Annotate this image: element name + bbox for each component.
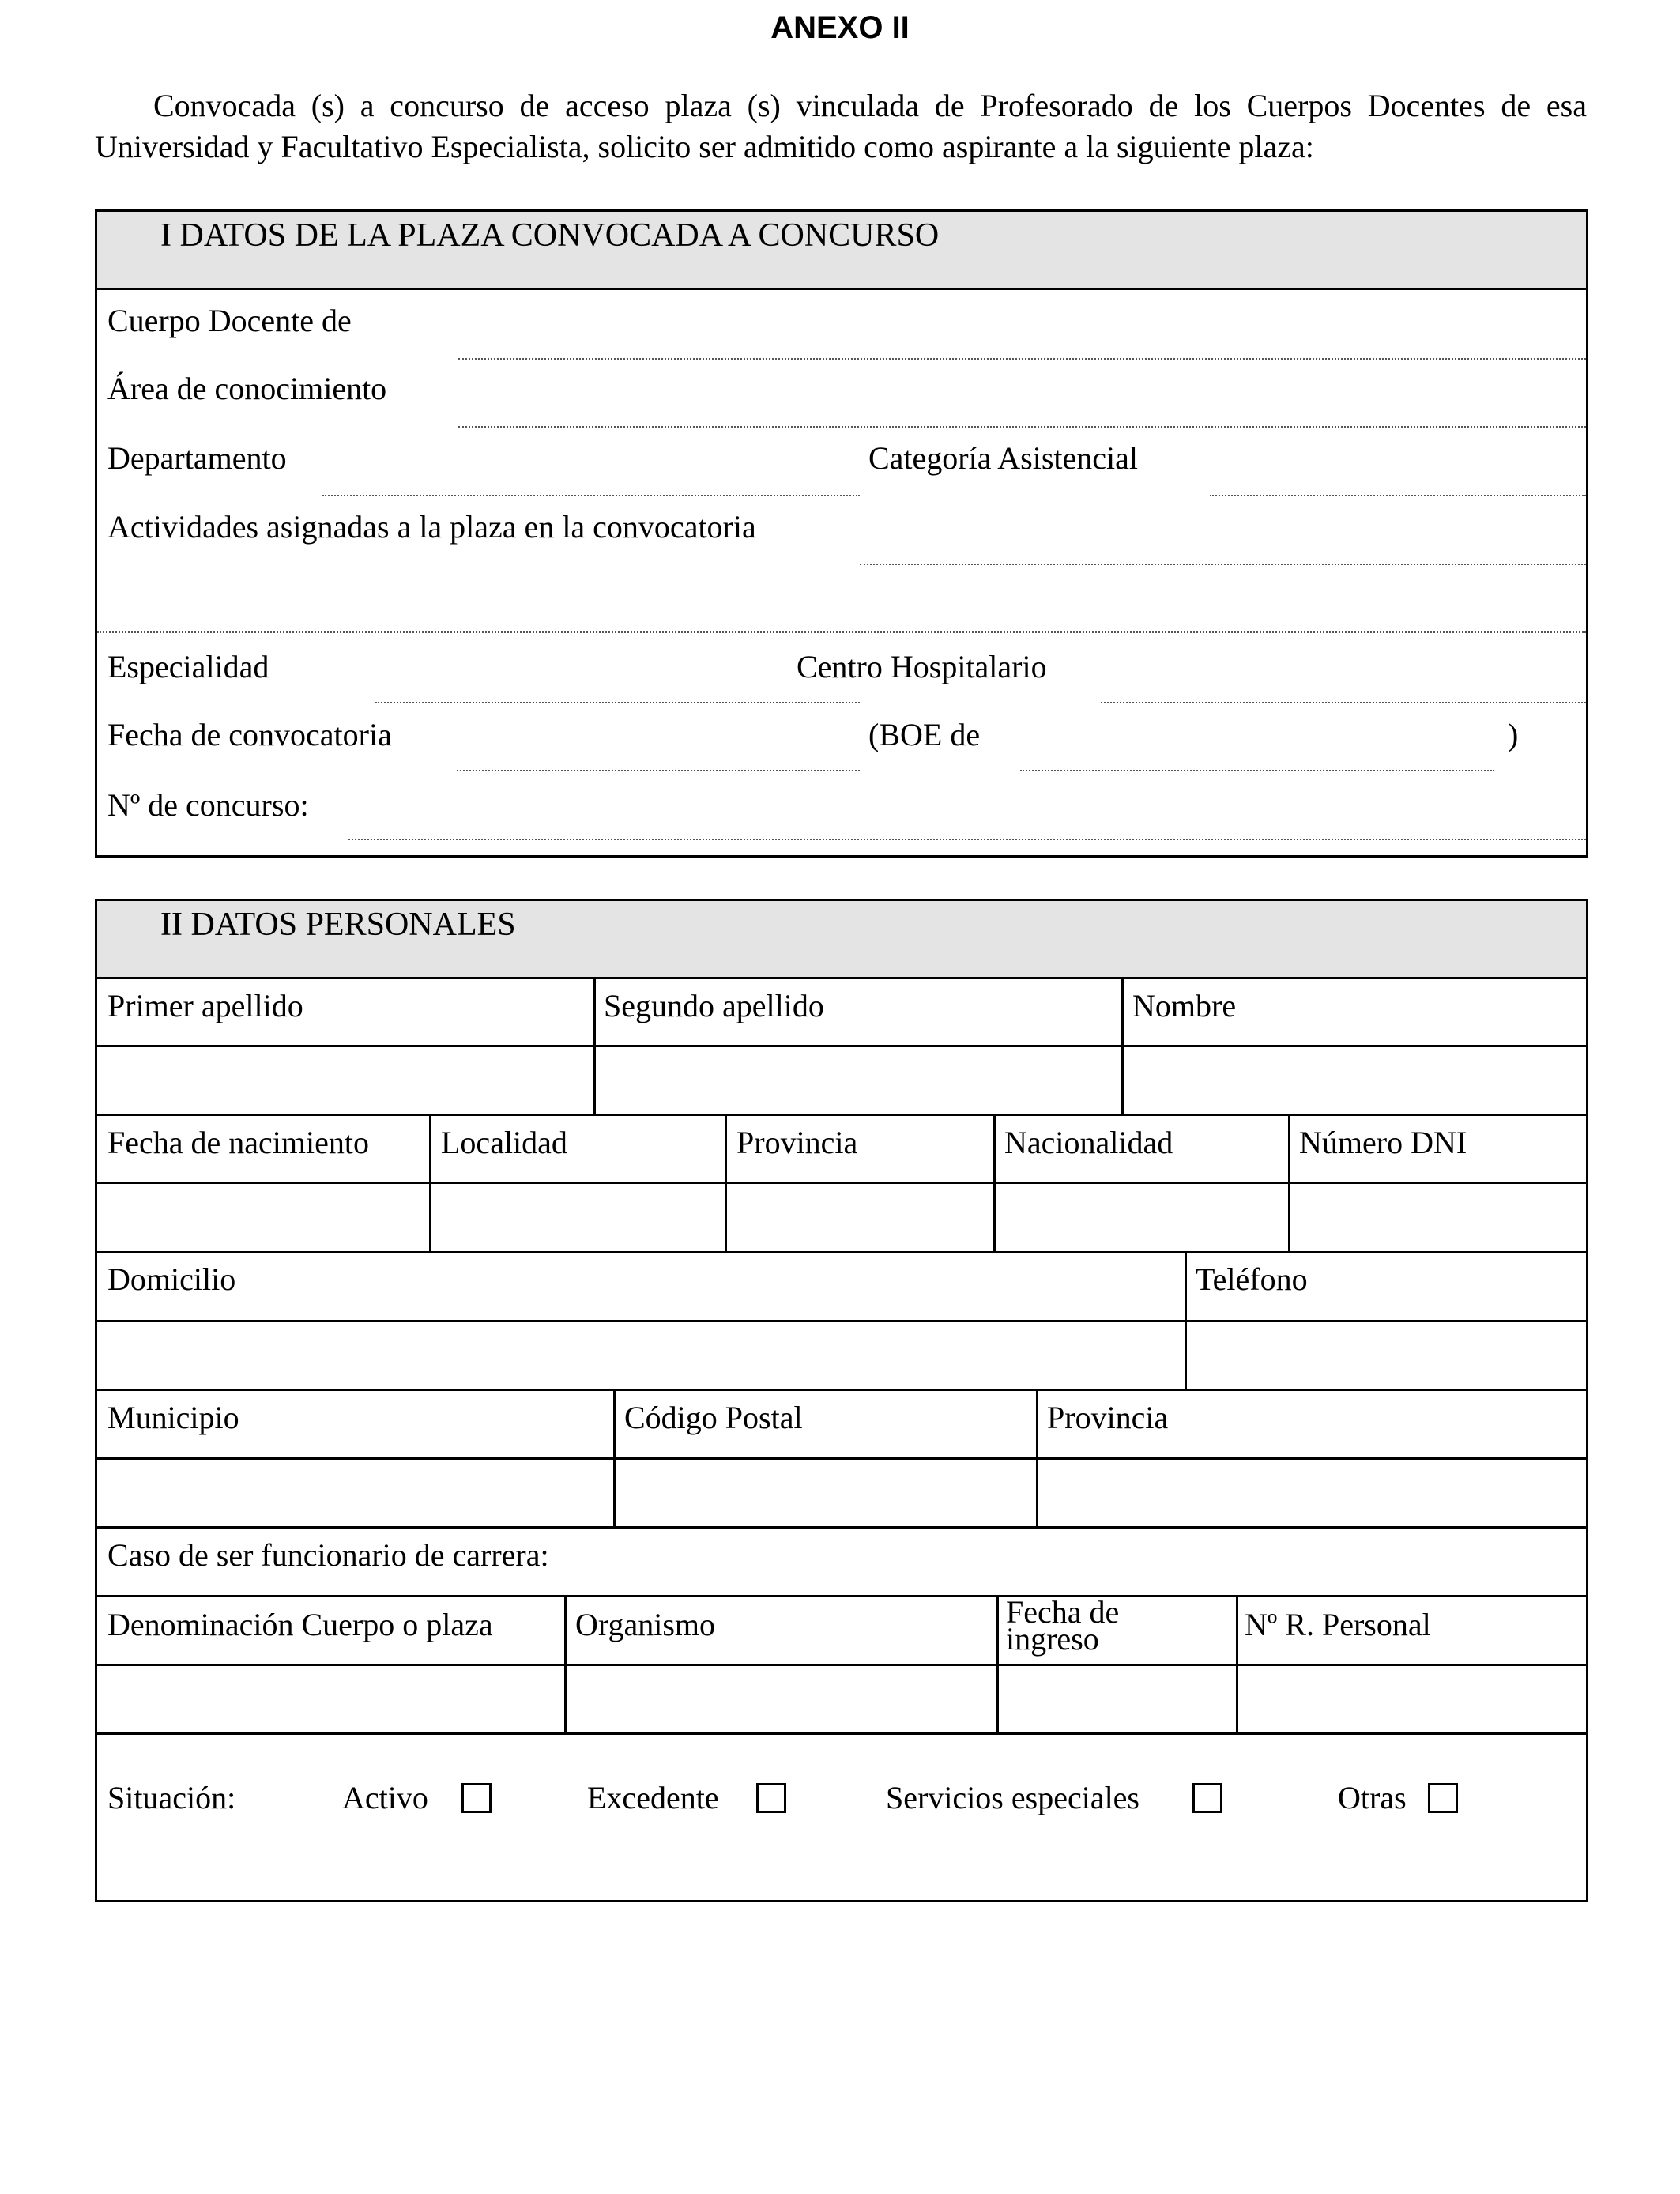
especialidad-label: Especialidad [107, 649, 269, 684]
servicios-especiales-checkbox[interactable] [1192, 1783, 1222, 1813]
domicilio-label: Domicilio [107, 1261, 236, 1297]
otras-checkbox[interactable] [1428, 1783, 1458, 1813]
fecha-ingreso-label-2: ingreso [1006, 1621, 1099, 1657]
section-personal-title: II DATOS PERSONALES [160, 907, 516, 943]
boe-field[interactable] [1020, 770, 1494, 771]
activo-label: Activo [342, 1780, 428, 1815]
row-divider [97, 1595, 1586, 1597]
row-divider [97, 1114, 1586, 1116]
column-divider [1185, 1251, 1187, 1389]
intro-paragraph: Convocada (s) a concurso de acceso plaza (s) vinculada de Profesorado de los Cuerpos Docentes de esa Universidad y Facultativo Especialista, solicito ser admitido como aspirante a la siguiente plaza: [95, 88, 1587, 164]
row-divider [97, 1320, 1586, 1322]
dni-label: Número DNI [1299, 1125, 1467, 1160]
num-registro-label: Nº R. Personal [1245, 1607, 1431, 1642]
codigo-postal-label: Código Postal [624, 1400, 803, 1435]
column-divider [725, 1114, 727, 1251]
departamento-label: Departamento [107, 440, 287, 476]
provincia-label: Provincia [736, 1125, 858, 1160]
fecha-convocatoria-label: Fecha de convocatoria [107, 717, 392, 752]
actividades-label: Actividades asignadas a la plaza en la convocatoria [107, 509, 756, 545]
situacion-label: Situación: [107, 1780, 236, 1815]
column-divider [1036, 1389, 1038, 1526]
section-plaza-title: I DATOS DE LA PLAZA CONVOCADA A CONCURSO [160, 217, 940, 254]
provincia-domicilio-label: Provincia [1047, 1400, 1169, 1435]
localidad-label: Localidad [441, 1125, 567, 1160]
column-divider [1288, 1114, 1290, 1251]
especialidad-field[interactable] [375, 702, 860, 703]
column-divider [996, 1595, 999, 1732]
num-concurso-label: Nº de concurso: [107, 787, 309, 823]
column-divider [564, 1595, 567, 1732]
row-divider [97, 1182, 1586, 1184]
area-conocimiento-field[interactable] [458, 426, 1586, 428]
row-divider [97, 1732, 1586, 1735]
row-divider [97, 1457, 1586, 1460]
nacionalidad-label: Nacionalidad [1004, 1125, 1173, 1160]
municipio-label: Municipio [107, 1400, 239, 1435]
cuerpo-docente-label: Cuerpo Docente de [107, 303, 352, 338]
categoria-asistencial-field[interactable] [1210, 495, 1586, 496]
num-concurso-field[interactable] [348, 839, 1586, 840]
actividades-field-line2[interactable] [97, 631, 1586, 633]
otras-label: Otras [1338, 1780, 1407, 1815]
row-divider [97, 1251, 1586, 1253]
denominacion-label: Denominación Cuerpo o plaza [107, 1607, 493, 1642]
categoria-asistencial-label: Categoría Asistencial [868, 440, 1139, 476]
section-personal-box [95, 899, 1588, 1902]
column-divider [993, 1114, 996, 1251]
excedente-label: Excedente [587, 1780, 719, 1815]
centro-hospitalario-label: Centro Hospitalario [797, 649, 1047, 684]
column-divider [593, 977, 596, 1114]
fecha-convocatoria-field[interactable] [457, 770, 860, 771]
section-personal-header [97, 901, 1586, 979]
row-divider [97, 1526, 1586, 1529]
boe-close-paren: ) [1508, 717, 1519, 752]
cuerpo-docente-field[interactable] [458, 358, 1586, 360]
row-divider [97, 1389, 1586, 1391]
area-conocimiento-label: Área de conocimiento [107, 371, 387, 406]
primer-apellido-label: Primer apellido [107, 988, 303, 1023]
servicios-especiales-label: Servicios especiales [886, 1780, 1139, 1815]
departamento-field[interactable] [322, 495, 860, 496]
actividades-field[interactable] [860, 564, 1586, 565]
column-divider [1236, 1595, 1238, 1732]
organismo-label: Organismo [575, 1607, 716, 1642]
nombre-label: Nombre [1132, 988, 1237, 1023]
segundo-apellido-label: Segundo apellido [604, 988, 824, 1023]
page-title: ANEXO II [770, 10, 910, 45]
row-divider [97, 1664, 1586, 1666]
telefono-label: Teléfono [1196, 1261, 1308, 1297]
section-plaza-box [95, 209, 1588, 858]
row-divider [97, 1045, 1586, 1047]
centro-hospitalario-field[interactable] [1101, 702, 1586, 703]
column-divider [1121, 977, 1124, 1114]
column-divider [429, 1114, 431, 1251]
boe-label: (BOE de [868, 717, 981, 752]
fecha-ingreso-label-1: Fecha de [1006, 1594, 1120, 1630]
excedente-checkbox[interactable] [756, 1783, 786, 1813]
fecha-nacimiento-label: Fecha de nacimiento [107, 1125, 369, 1160]
funcionario-label: Caso de ser funcionario de carrera: [107, 1537, 549, 1573]
section-plaza-header [97, 212, 1586, 290]
column-divider [613, 1389, 616, 1526]
activo-checkbox[interactable] [461, 1783, 492, 1813]
